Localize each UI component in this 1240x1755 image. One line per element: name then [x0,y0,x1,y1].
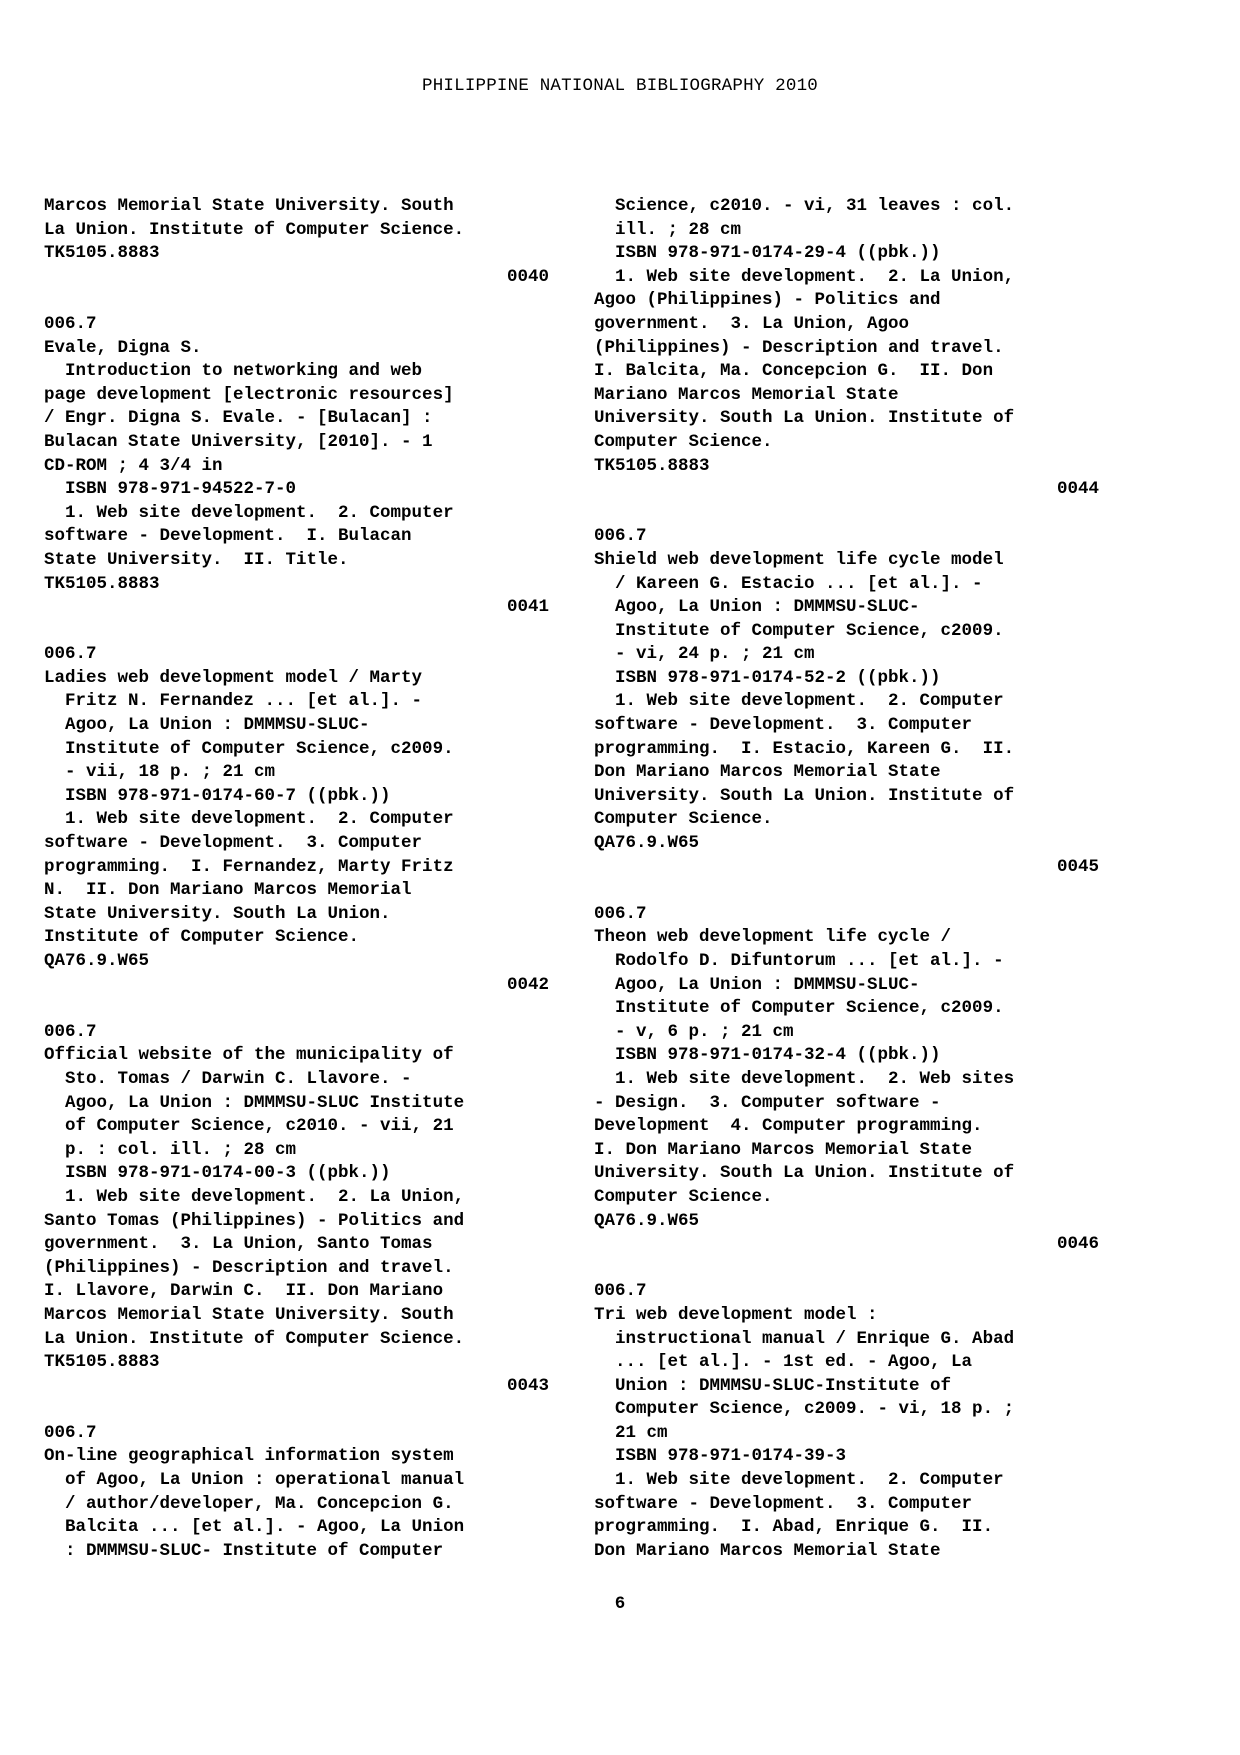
entry-text-line: La Union. Institute of Computer Science. [44,1328,465,1349]
entry-text-line: 1. Web site development. 2. Computer [594,1470,1004,1491]
entry-text-line: programming. I. Estacio, Kareen G. II. [594,738,1015,759]
entry-text-line: (Philippines) - Description and travel. [594,337,1004,358]
entry-text-line: 006.7 [44,644,97,665]
entry-text-line: instructional manual / Enrique G. Abad [594,1328,1015,1349]
entry-text-line: 006.7 [594,526,647,547]
entry-text-line: / Engr. Digna S. Evale. - [Bulacan] : [44,408,433,429]
entry-text-line: Agoo, La Union : DMMMSU-SLUC- [44,715,370,736]
entry-text-line: software - Development. 3. Computer [44,833,423,854]
entry-text-line: CD-ROM ; 4 3/4 in [44,455,223,476]
entry-text-line: Theon web development life cycle / [594,927,952,948]
entry-text-line: Institute of Computer Science. [44,927,360,948]
entry-text-line: QA76.9.W65 [594,1210,700,1231]
entry-text-line: 1. Web site development. 2. La Union, [594,266,1015,287]
right-column [594,195,1099,1563]
entry-text-line: government. 3. La Union, Santo Tomas [44,1234,433,1255]
entry-text-line: - vi, 24 p. ; 21 cm [594,644,815,665]
entry-text-line: N. II. Don Mariano Marcos Memorial [44,880,412,901]
entry-text-line: State University. II. Title. [44,549,349,570]
entry-text-line: Agoo, La Union : DMMMSU-SLUC- [594,974,920,995]
entry-text-line: On-line geographical information system [44,1446,454,1467]
entry-text-line: ISBN 978-971-0174-39-3 [594,1446,847,1467]
entry-text-line: 1. Web site development. 2. La Union, [44,1186,465,1207]
entry-text-line: (Philippines) - Description and travel. [44,1257,454,1278]
entry-text-line: 006.7 [44,1422,97,1443]
entry-text-line: Fritz N. Fernandez ... [et al.]. - [44,691,423,712]
entry-text-line: ISBN 978-971-0174-52-2 ((pbk.)) [594,667,941,688]
blank-line [44,620,549,644]
entry-text-line: Don Mariano Marcos Memorial State [594,1540,941,1561]
entry-text-line: ... [et al.]. - 1st ed. - Agoo, La [594,1352,973,1373]
entry-number: 0046 [1056,1234,1099,1255]
entry-text-line: of Agoo, La Union : operational manual [44,1470,465,1491]
entry-text-line: programming. I. Fernandez, Marty Fritz [44,856,454,877]
entry-text-line: Evale, Digna S. [44,337,202,358]
entry-number: 0042 [506,974,549,995]
entry-text-line: Computer Science. [594,1186,773,1207]
entry-text-line: Marcos Memorial State University. South [44,1304,454,1325]
left-column [44,195,549,1563]
entry-text-line: Agoo, La Union : DMMMSU-SLUC- [594,597,920,618]
entry-text-line: Santo Tomas (Philippines) - Politics and [44,1210,465,1231]
entry-text-line: Official website of the municipality of [44,1045,454,1066]
blank-line [44,289,549,313]
entry-text-line: : DMMMSU-SLUC- Institute of Computer [44,1540,444,1561]
entry-text-line: 1. Web site development. 2. Computer [44,502,454,523]
entry-text-line: ill. ; 28 cm [594,219,742,240]
entry-text-line: Institute of Computer Science, c2009. [594,998,1004,1019]
entry-text-line: Institute of Computer Science, c2009. [44,738,454,759]
entry-text-line: - Design. 3. Computer software - [594,1092,941,1113]
entry-text-line: Computer Science, c2009. - vi, 18 p. ; [594,1399,1015,1420]
entry-text-line: La Union. Institute of Computer Science. [44,219,465,240]
blank-line [594,879,1099,903]
entry-text-line: Agoo (Philippines) - Politics and [594,290,941,311]
entry-text-line: 006.7 [594,903,647,924]
entry-text-line: government. 3. La Union, Agoo [594,313,910,334]
entry-number: 0040 [506,266,549,287]
entry-text-line: p. : col. ill. ; 28 cm [44,1139,297,1160]
entry-text-line: Union : DMMMSU-SLUC-Institute of [594,1375,952,1396]
entry-text-line: TK5105.8883 [44,243,160,264]
entry-text-line: Tri web development model : [594,1304,878,1325]
blank-line [594,1257,1099,1281]
entry-number: 0044 [1056,479,1099,500]
entry-text-line: Rodolfo D. Difuntorum ... [et al.]. - [594,951,1004,971]
entry-text-line: Agoo, La Union : DMMMSU-SLUC Institute [44,1092,465,1113]
entry-text-line: Mariano Marcos Memorial State [594,384,899,405]
entry-text-line: 1. Web site development. 2. Web sites [594,1068,1015,1089]
entry-text-line: Don Mariano Marcos Memorial State [594,762,941,783]
entry-text-line: ISBN 978-971-0174-60-7 ((pbk.)) [44,785,391,806]
blank-line [594,502,1099,526]
entry-text-line: ISBN 978-971-0174-29-4 ((pbk.)) [594,243,941,264]
entry-text-line: Marcos Memorial State University. South [44,196,454,216]
entry-text-line: page development [electronic resources] [44,384,454,405]
entry-text-line: Introduction to networking and web [44,361,423,382]
entry-text-line: programming. I. Abad, Enrique G. II. [594,1517,994,1538]
entry-text-line: - vii, 18 p. ; 21 cm [44,762,276,783]
entry-text-line: 1. Web site development. 2. Computer [44,809,454,830]
blank-line [44,997,549,1021]
entry-text-line: University. South La Union. Institute of [594,408,1015,429]
entry-text-line: Shield web development life cycle model [594,549,1004,570]
entry-text-line: TK5105.8883 [44,573,160,594]
entry-text-line: 006.7 [44,313,97,334]
entry-text-line: TK5105.8883 [594,455,710,476]
entry-text-line: Sto. Tomas / Darwin C. Llavore. - [44,1068,412,1089]
entry-text-line: Computer Science. [594,431,773,452]
entry-text-line: TK5105.8883 [44,1352,160,1373]
blank-line [44,1398,549,1422]
entry-text-line: I. Don Mariano Marcos Memorial State [594,1139,973,1160]
entry-text-line: of Computer Science, c2010. - vii, 21 [44,1116,454,1137]
running-header: PHILIPPINE NATIONAL BIBLIOGRAPHY 2010 [422,76,818,96]
entry-text-line: I. Balcita, Ma. Concepcion G. II. Don [594,361,994,382]
entry-text-line: ISBN 978-971-94522-7-0 [44,479,297,500]
entry-text-line: Science, c2010. - vi, 31 leaves : col. [594,196,1015,216]
entry-text-line: University. South La Union. Institute of [594,785,1015,806]
entry-text-line: / Kareen G. Estacio ... [et al.]. - [594,573,983,594]
entry-text-line: 21 cm [594,1422,668,1443]
entry-text-line: 006.7 [44,1021,97,1042]
entry-text-line: University. South La Union. Institute of [594,1163,1015,1184]
entry-text-line: 006.7 [594,1281,647,1302]
entry-text-line: ISBN 978-971-0174-00-3 ((pbk.)) [44,1163,391,1184]
entry-text-line: - v, 6 p. ; 21 cm [594,1021,794,1042]
entry-text-line: I. Llavore, Darwin C. II. Don Mariano [44,1281,444,1302]
entry-text-line: ISBN 978-971-0174-32-4 ((pbk.)) [594,1045,941,1066]
entry-number: 0041 [506,597,549,618]
entry-text-line: Computer Science. [594,809,773,830]
entry-text-line: State University. South La Union. [44,903,391,924]
entry-number: 0043 [506,1375,549,1396]
entry-text-line: Bulacan State University, [2010]. - 1 [44,431,433,452]
entry-text-line: Institute of Computer Science, c2009. [594,620,1004,641]
entry-text-line: QA76.9.W65 [594,833,700,854]
entry-number: 0045 [1056,856,1099,877]
entry-text-line: software - Development. 3. Computer [594,715,973,736]
entry-text-line: / author/developer, Ma. Concepcion G. [44,1493,454,1514]
entry-text-line: software - Development. 3. Computer [594,1493,973,1514]
entry-text-line: Development 4. Computer programming. [594,1116,983,1137]
entry-text-line: software - Development. I. Bulacan [44,526,412,547]
entry-text-line: 1. Web site development. 2. Computer [594,691,1004,712]
entry-text-line: QA76.9.W65 [44,951,150,971]
entry-text-line: Ladies web development model / Marty [44,667,423,688]
page-number: 6 [614,1594,626,1614]
entry-text-line: Balcita ... [et al.]. - Agoo, La Union [44,1517,465,1538]
